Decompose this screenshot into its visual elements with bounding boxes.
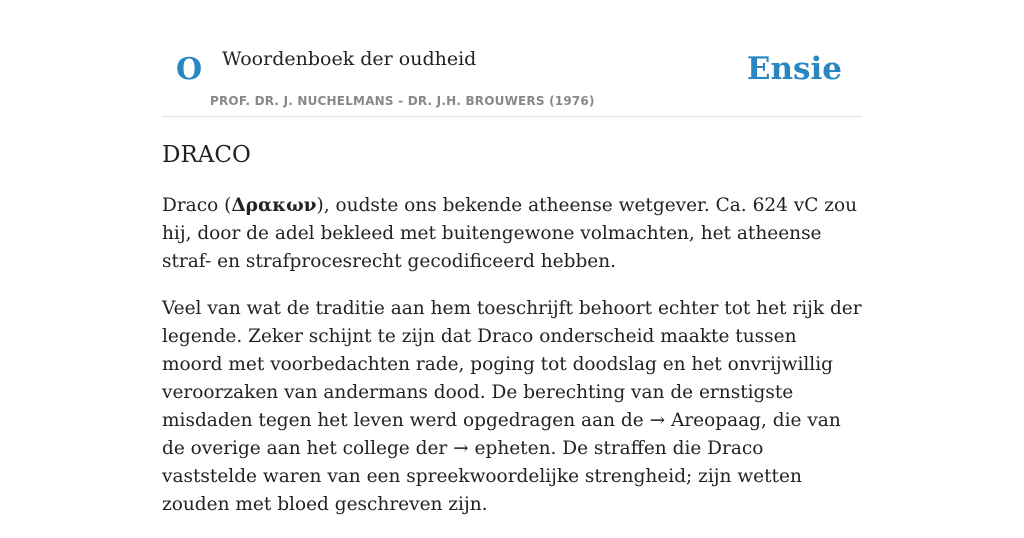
article-body — [162, 192, 862, 538]
paragraph-1-end: ), oudste ons bekende atheense wetgever. Ca. 624 vC zou hij, door de adel bekleed met buitengewone volmachten, het atheense straf- en strafprocesrecht gecodificeerd hebben. — [162, 195, 858, 272]
greek-name: Δρακων — [231, 195, 317, 216]
paragraph-1 — [162, 192, 862, 276]
paragraph-2-b: , die van de overige aan het college der → — [162, 410, 841, 459]
brand-logo[interactable]: Ensie — [746, 51, 842, 87]
paragraph-1-start: Draco ( — [162, 195, 232, 216]
index-letter[interactable]: O — [176, 52, 203, 87]
page-title: DRACO — [162, 142, 251, 168]
paragraph-2 — [162, 295, 862, 519]
authors: PROF. DR. J. NUCHELMANS - DR. J.H. BROUWERS (1976) — [210, 94, 595, 108]
book-title[interactable]: Woordenboek der oudheid — [222, 48, 477, 70]
paragraph-2-c: . De straffen die Draco vaststelde waren van een spreekwoordelijke strengheid; zijn wetten zouden met bloed geschreven zijn. — [162, 438, 802, 515]
areopaag-link[interactable]: Areopaag — [670, 410, 761, 431]
header — [162, 0, 862, 117]
epheten-link[interactable]: epheten — [474, 438, 551, 459]
paragraph-2-a: Veel van wat de traditie aan hem toeschrijft behoort echter tot het rijk der legende. Zeker schijnt te zijn dat Draco onderscheid maakte tussen moord met voorbedachten rade, poging tot doodslag en het onvrijwillig veroorzaken van andermans dood. De berechting van de ernstigste misdaden tegen het leven werd opgedragen aan de → — [162, 298, 862, 431]
